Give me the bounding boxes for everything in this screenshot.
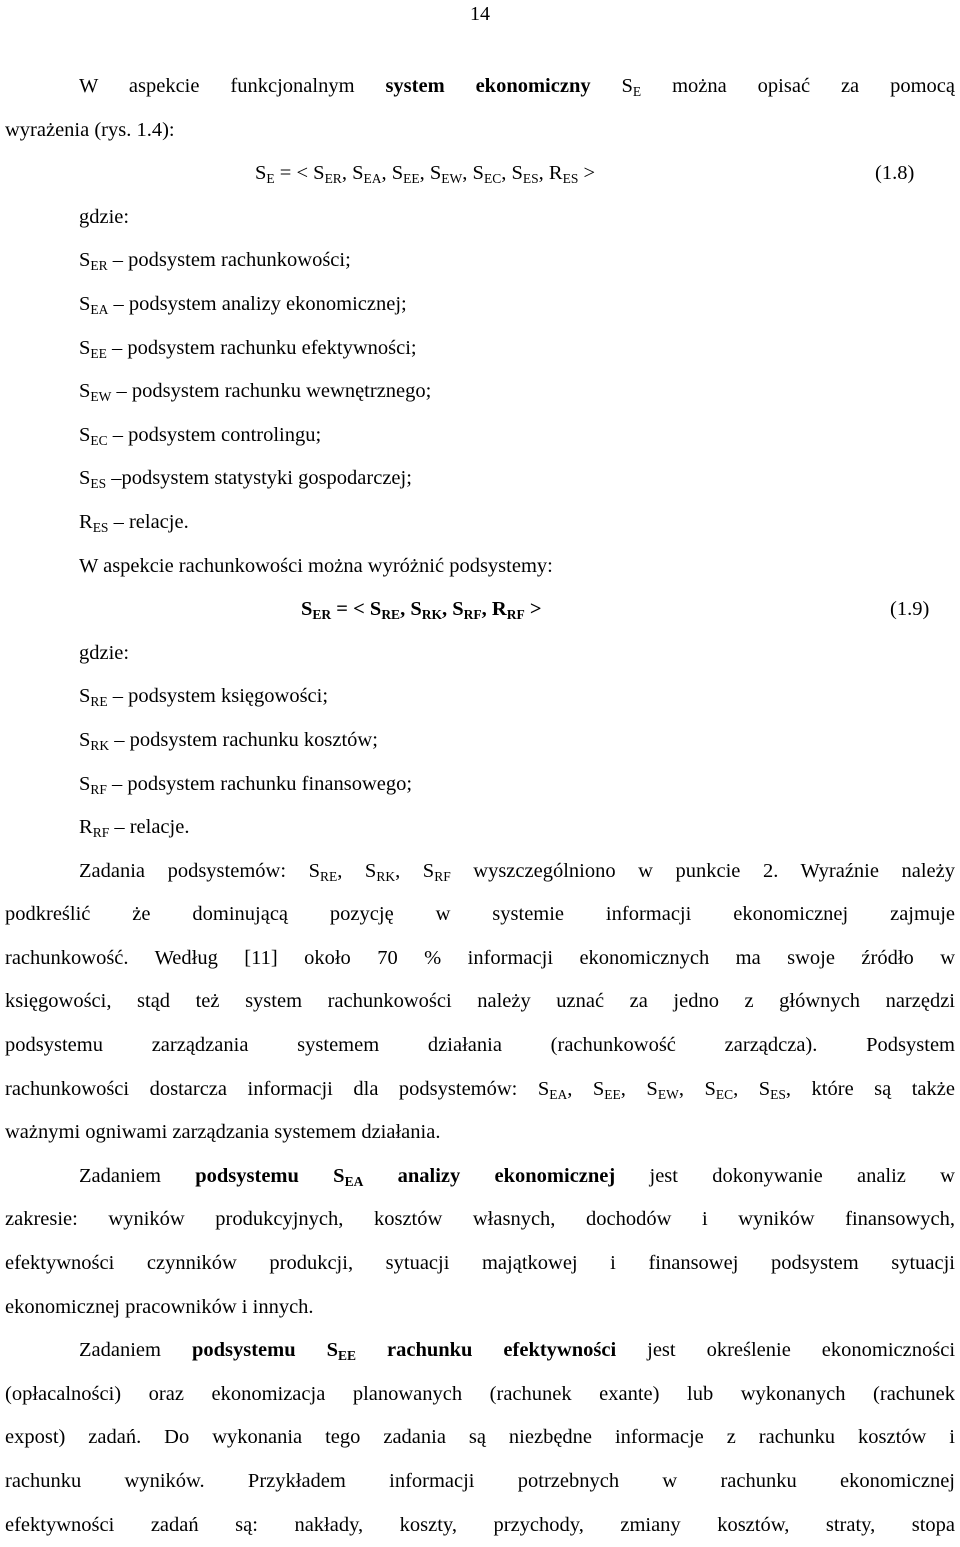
text-line: księgowości, stąd też system rachunkowości należy uznać za jedno z głównych narzędzi [5, 990, 955, 1013]
text-line: W aspekcie rachunkowości można wyróżnić podsystemy: [79, 554, 553, 577]
text-line: Zadaniem podsystemu $S_{EA}$ analizy ekonomicznej jest dokonywanie analiz w [79, 1164, 955, 1189]
equation-number: (1.8) [875, 162, 915, 185]
definition-item: $S_{ES}$ –podsystem statystyki gospodarczej; [79, 467, 412, 492]
text-line: efektywności czynników produkcji, sytuacji majątkowej i finansowej podsystem sytuacji [5, 1252, 955, 1275]
equation-1-9 [5, 588, 955, 632]
text-line: ważnymi ogniwami zarządzania systemem działania. [5, 1121, 441, 1144]
equation-expression: $S_E$ = < $S_{ER}$, $S_{EA}$, $S_{EE}$, $S_{EW}$, $S_{EC}$, $S_{ES}$, $R_{ES}$ > [255, 162, 596, 187]
definition-item: $S_{RF}$ – podsystem rachunku finansowego; [79, 772, 413, 797]
page-number: 14 [470, 3, 490, 25]
equation-expression: $S_{ER}$ = < $S_{RE}$, $S_{RK}$, $S_{RF}$, $R_{RF}$ > [301, 598, 542, 623]
definition-item: $S_{EE}$ – podsystem rachunku efektywności; [79, 336, 417, 361]
definition-item: $S_{EW}$ – podsystem rachunku wewnętrznego; [79, 380, 432, 405]
equation-number: (1.9) [890, 598, 930, 621]
text-line: zakresie: wyników produkcyjnych, kosztów własnych, dochodów i wyników finansowych, [5, 1208, 955, 1231]
gdzie-label: gdzie: [79, 205, 130, 228]
text-line: rachunkowości dostarcza informacji dla podsystemów: $S_{EA}$, $S_{EE}$, $S_{EW}$, $S_{EC}$, $S_{ES}$, które są także [5, 1077, 955, 1102]
definition-item: $S_{RE}$ – podsystem księgowości; [79, 685, 329, 710]
text-line: W aspekcie funkcjonalnym system ekonomiczny $S_E$ można opisać za pomocą [79, 75, 955, 99]
text-line: rachunku wyników. Przykładem informacji potrzebnych w rachunku ekonomicznej [5, 1470, 955, 1492]
definition-item: $S_{RK}$ – podsystem rachunku kosztów; [79, 728, 378, 753]
definition-item: $S_{ER}$ – podsystem rachunkowości; [79, 249, 351, 274]
text-line: (opłacalności) oraz ekonomizacja planowanych (rachunek exante) lub wykonanych (rachunek [5, 1382, 955, 1405]
equation-1-8 [5, 152, 955, 196]
text-line: rachunkowość. Według [11] około 70 % informacji ekonomicznych ma swoje źródło w [5, 946, 955, 969]
text-line: expost) zadań. Do wykonania tego zadania są niezbędne informacje z rachunku kosztów i [5, 1426, 955, 1449]
text-line: Zadaniem podsystemu $S_{EE}$ rachunku efektywności jest określenie ekonomiczności [79, 1339, 955, 1364]
text-line: podkreślić że dominującą pozycję w systemie informacji ekonomicznej zajmuje [5, 903, 955, 926]
definition-item: $R_{ES}$ – relacje. [79, 510, 189, 535]
definition-item: $S_{EC}$ – podsystem controlingu; [79, 423, 322, 448]
text-line: efektywności zadań są: nakłady, koszty, przychody, zmiany kosztów, straty, stopa [5, 1513, 955, 1536]
text-line: Zadania podsystemów: $S_{RE}$, $S_{RK}$, $S_{RF}$ wyszczególniono w punkcie 2. Wyraźnie należy [79, 859, 955, 884]
text-line: wyrażenia (rys. 1.4): [5, 118, 175, 141]
text-line: ekonomicznej pracowników i innych. [5, 1295, 314, 1318]
definition-item: $R_{RF}$ – relacje. [79, 816, 190, 841]
text-line: podsystemu zarządzania systemem działania (rachunkowość zarządcza). Podsystem [5, 1034, 955, 1057]
gdzie-label: gdzie: [79, 641, 130, 664]
page-body [5, 65, 955, 1547]
definition-item: $S_{EA}$ – podsystem analizy ekonomicznej; [79, 292, 407, 317]
